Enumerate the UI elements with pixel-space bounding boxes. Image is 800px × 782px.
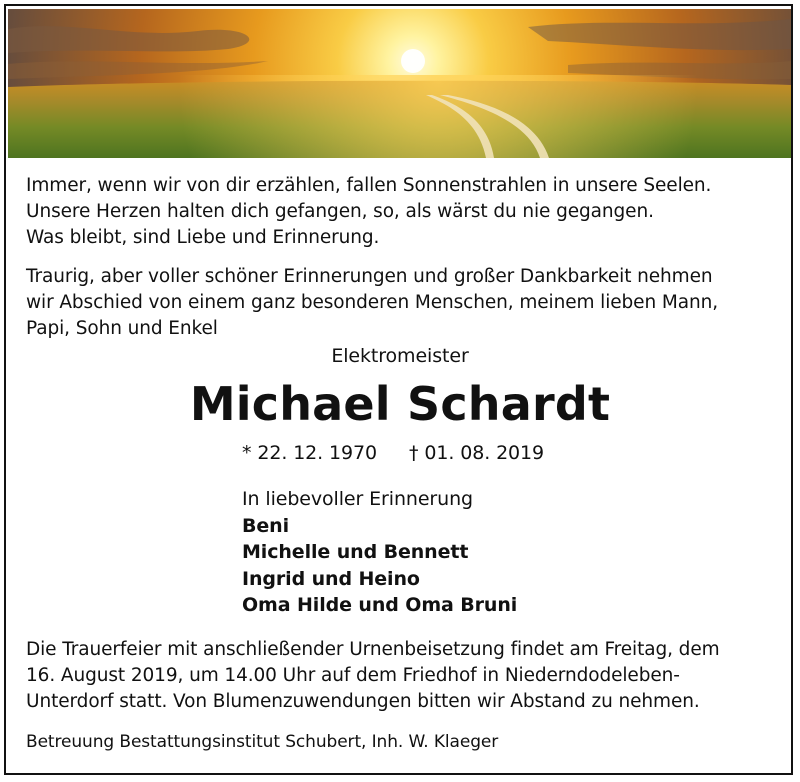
service-line: 16. August 2019, um 14.00 Uhr auf dem Friedhof in Niederndodeleben-	[26, 665, 680, 686]
sunset-field-image	[8, 9, 791, 158]
poem	[26, 173, 711, 251]
mourner-name: Oma Hilde und Oma Bruni	[242, 594, 518, 616]
birth-date: * 22. 12. 1970	[242, 442, 378, 464]
profession: Elektromeister	[331, 345, 469, 367]
service-line: Die Trauerfeier mit anschließender Urnenbeisetzung findet am Freitag, dem	[26, 639, 720, 660]
intro-line: Papi, Sohn und Enkel	[26, 318, 218, 339]
mourner-name: Ingrid und Heino	[242, 567, 420, 590]
intro-line: Traurig, aber voller schöner Erinnerungen und großer Dankbarkeit nehmen	[26, 266, 713, 287]
intro-line: wir Abschied von einem ganz besonderen Menschen, meinem lieben Mann,	[26, 292, 719, 313]
death-date: † 01. 08. 2019	[409, 442, 545, 464]
mourner-name: Michelle und Bennett	[242, 541, 469, 563]
mourner-name: Beni	[242, 514, 290, 537]
intro-paragraph	[26, 264, 718, 342]
service-notice	[26, 637, 771, 715]
service-line: Unterdorf statt. Von Blumenzuwendungen bitten wir Abstand zu nehmen.	[26, 691, 700, 712]
life-dates	[242, 440, 544, 466]
poem-line: Immer, wenn wir von dir erzählen, fallen Sonnenstrahlen in unsere Seelen.	[26, 175, 712, 196]
deceased-name: Michael Schardt	[189, 377, 611, 431]
poem-line: Unsere Herzen halten dich gefangen, so, als wärst du nie gegangen.	[26, 201, 654, 222]
mourners-intro: In liebevoller Erinnerung	[242, 488, 473, 510]
poem-line: Was bleibt, sind Liebe und Erinnerung.	[26, 227, 380, 248]
undertaker-credit: Betreuung Bestattungsinstitut Schubert, Inh. W. Klaeger	[26, 732, 499, 752]
mourners	[242, 486, 517, 619]
